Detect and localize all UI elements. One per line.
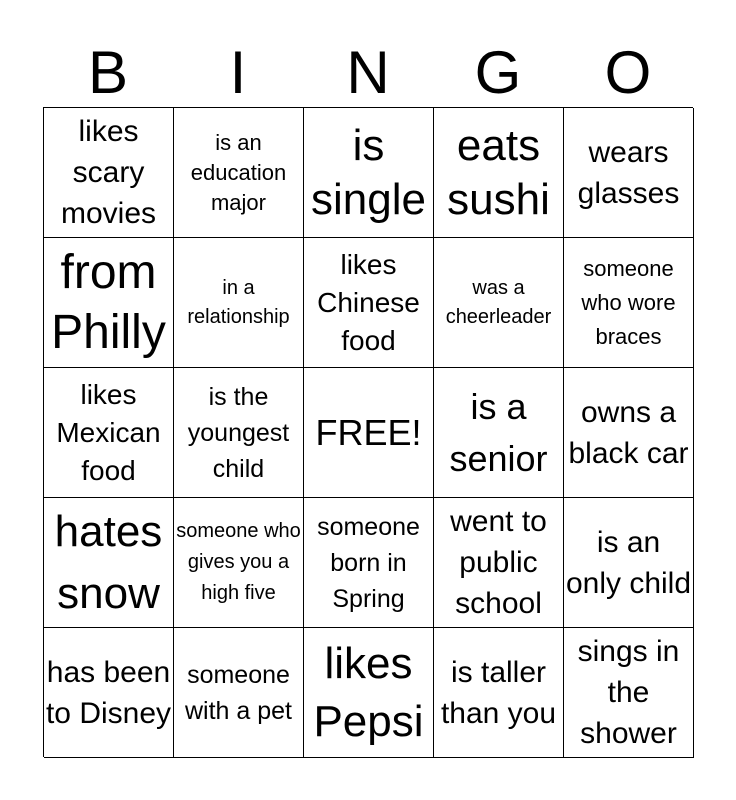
header-letter-o: O (604, 39, 652, 106)
bingo-cell[interactable] (564, 238, 694, 368)
bingo-cell[interactable] (564, 368, 694, 498)
bingo-grid (43, 107, 693, 757)
bingo-cell[interactable] (304, 108, 434, 238)
cell-text: owns a black car (568, 395, 689, 470)
bingo-cell[interactable] (44, 368, 174, 498)
cell-text: is the youngest child (187, 382, 290, 483)
bingo-cell[interactable] (304, 498, 434, 628)
bingo-header (43, 40, 693, 106)
header-letter-g: G (474, 39, 522, 106)
cell-text: is an only child (565, 525, 692, 600)
bingo-cell[interactable] (434, 368, 564, 498)
cell-text: was a cheerleader (445, 276, 552, 328)
cell-text: eats sushi (447, 120, 550, 224)
cell-text: hates snow (54, 506, 163, 618)
cell-text: wears glasses (577, 135, 680, 210)
cell-text: someone who gives you a high five (176, 520, 301, 604)
bingo-cell[interactable] (174, 498, 304, 628)
bingo-cell[interactable] (434, 238, 564, 368)
cell-text: someone born in Spring (317, 512, 420, 613)
bingo-cell[interactable] (174, 238, 304, 368)
cell-text: from Philly (51, 245, 166, 359)
bingo-cell[interactable] (44, 108, 174, 238)
bingo-cell[interactable] (564, 498, 694, 628)
bingo-cell[interactable] (44, 238, 174, 368)
bingo-cell[interactable] (564, 628, 694, 758)
bingo-cell[interactable] (434, 628, 564, 758)
bingo-cell[interactable] (304, 368, 434, 498)
bingo-cell[interactable] (434, 498, 564, 628)
bingo-cell[interactable] (174, 628, 304, 758)
header-letter-b: B (87, 39, 129, 106)
cell-text: likes Mexican food (56, 378, 161, 486)
cell-text: likes Pepsi (313, 638, 424, 746)
cell-text: went to public school (450, 505, 547, 620)
bingo-cell[interactable] (304, 238, 434, 368)
header-letter-n: N (346, 39, 390, 106)
cell-text: is a senior (449, 385, 548, 479)
cell-text: someone who wore braces (581, 255, 676, 349)
cell-text: likes Chinese food (317, 248, 420, 356)
cell-text: someone with a pet (184, 660, 292, 725)
bingo-cell[interactable] (174, 108, 304, 238)
header-letter-i: I (229, 39, 247, 106)
bingo-cell[interactable] (304, 628, 434, 758)
cell-text: is an education major (190, 129, 287, 215)
bingo-cell[interactable] (44, 628, 174, 758)
bingo-cell[interactable] (434, 108, 564, 238)
bingo-cell[interactable] (564, 108, 694, 238)
cell-text: likes scary movies (60, 115, 157, 230)
cell-text: has been to Disney (45, 655, 172, 730)
cell-text: is single (311, 120, 426, 224)
cell-text: in a relationship (187, 276, 290, 328)
cell-text: is taller than you (440, 655, 557, 730)
bingo-cell[interactable] (44, 498, 174, 628)
cell-text: FREE! (315, 411, 422, 453)
bingo-cell[interactable] (174, 368, 304, 498)
cell-text: sings in the shower (577, 635, 680, 750)
